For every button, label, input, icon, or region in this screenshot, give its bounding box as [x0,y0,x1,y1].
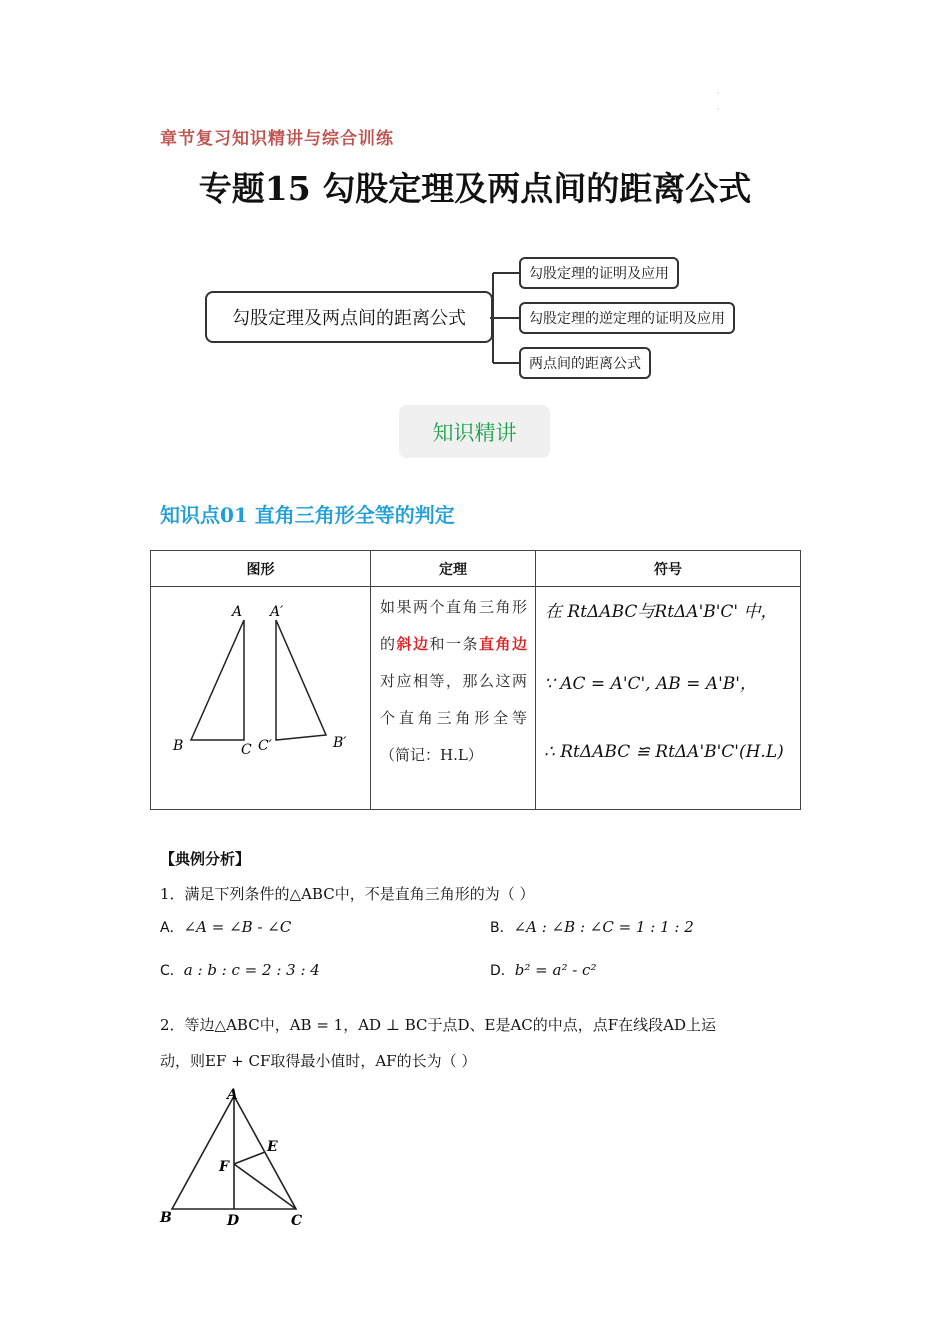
theorem-cell [371,587,536,810]
fig2-label-a: A [227,1087,238,1103]
chapter-label: 章节复习知识精讲与综合训练 [160,129,394,149]
fig2-label-b: B [160,1210,172,1226]
table-header-theorem: 定理 [371,551,536,587]
theorem-text-2: 和一条 [429,635,479,653]
q1-option-c: C．a : b : c = 2 : 3 : 4 [160,961,320,979]
question-2-line-1: 2．等边△ABC中，AB = 1，AD ⊥ BC于点D、E是AC的中点，点F在线段AD上运 [160,1016,717,1034]
mind-map-branch-1: 勾股定理的证明及应用 [519,257,679,289]
label-b-prime: B′ [333,735,347,751]
triangle-figure [151,587,370,809]
fig2-label-c: C [291,1213,303,1229]
table-header-symbol: 符号 [536,551,801,587]
fig2-label-f: F [219,1159,229,1175]
label-a: A [232,604,243,620]
theorem-leg: 直角边 [478,635,527,653]
section-heading: 知识点01 直角三角形全等的判定 [160,503,455,527]
fig2-label-e: E [267,1139,278,1155]
q1-option-b: B．∠A : ∠B : ∠C = 1 : 1 : 2 [490,918,694,936]
symbol-line-2: ∵ AC = A'C', AB = A'B'， [544,674,757,694]
symbol-line-1: 在 RtΔABC与RtΔA'B'C' 中， [545,602,778,622]
question-1-stem: 1．满足下列条件的△ABC中，不是直角三角形的为（ ） [160,885,535,903]
label-c: C [241,742,252,758]
mind-map-root: 勾股定理及两点间的距离公式 [205,291,493,343]
fig2-label-d: D [227,1213,240,1229]
theorem-text-1: 如果两个直角三角形的 [380,598,527,653]
label-a-prime: A′ [270,604,284,620]
corner-marks: · · [717,89,720,114]
knowledge-badge: 知识精讲 [399,405,550,458]
symbol-line-3: ∴ RtΔABC ≌ RtΔA'B'C'(H.L) [544,742,784,762]
theorem-text-3: 对应相等，那么这两个直角三角形全等（简记：H.L） [380,672,527,764]
knowledge-table [150,550,801,810]
figure-cell [151,587,371,810]
table-header-figure: 图形 [151,551,371,587]
theorem-hypotenuse: 斜边 [396,635,430,653]
question-2-line-2: 动，则EF + CF取得最小值时，AF的长为（ ） [160,1052,477,1070]
page-title: 专题15 勾股定理及两点间的距离公式 [198,169,752,208]
q1-option-a: A．∠A = ∠B - ∠C [160,918,292,936]
label-c-prime: C′ [258,738,272,754]
symbol-cell [536,587,801,810]
label-b: B [173,738,184,754]
q1-option-d: D．b² = a² - c² [490,961,597,979]
equilateral-triangle-figure [155,1085,315,1235]
mind-map-branch-3: 两点间的距离公式 [519,347,651,379]
mind-map-branch-2: 勾股定理的逆定理的证明及应用 [519,302,735,334]
example-label: 【典例分析】 [160,850,251,868]
